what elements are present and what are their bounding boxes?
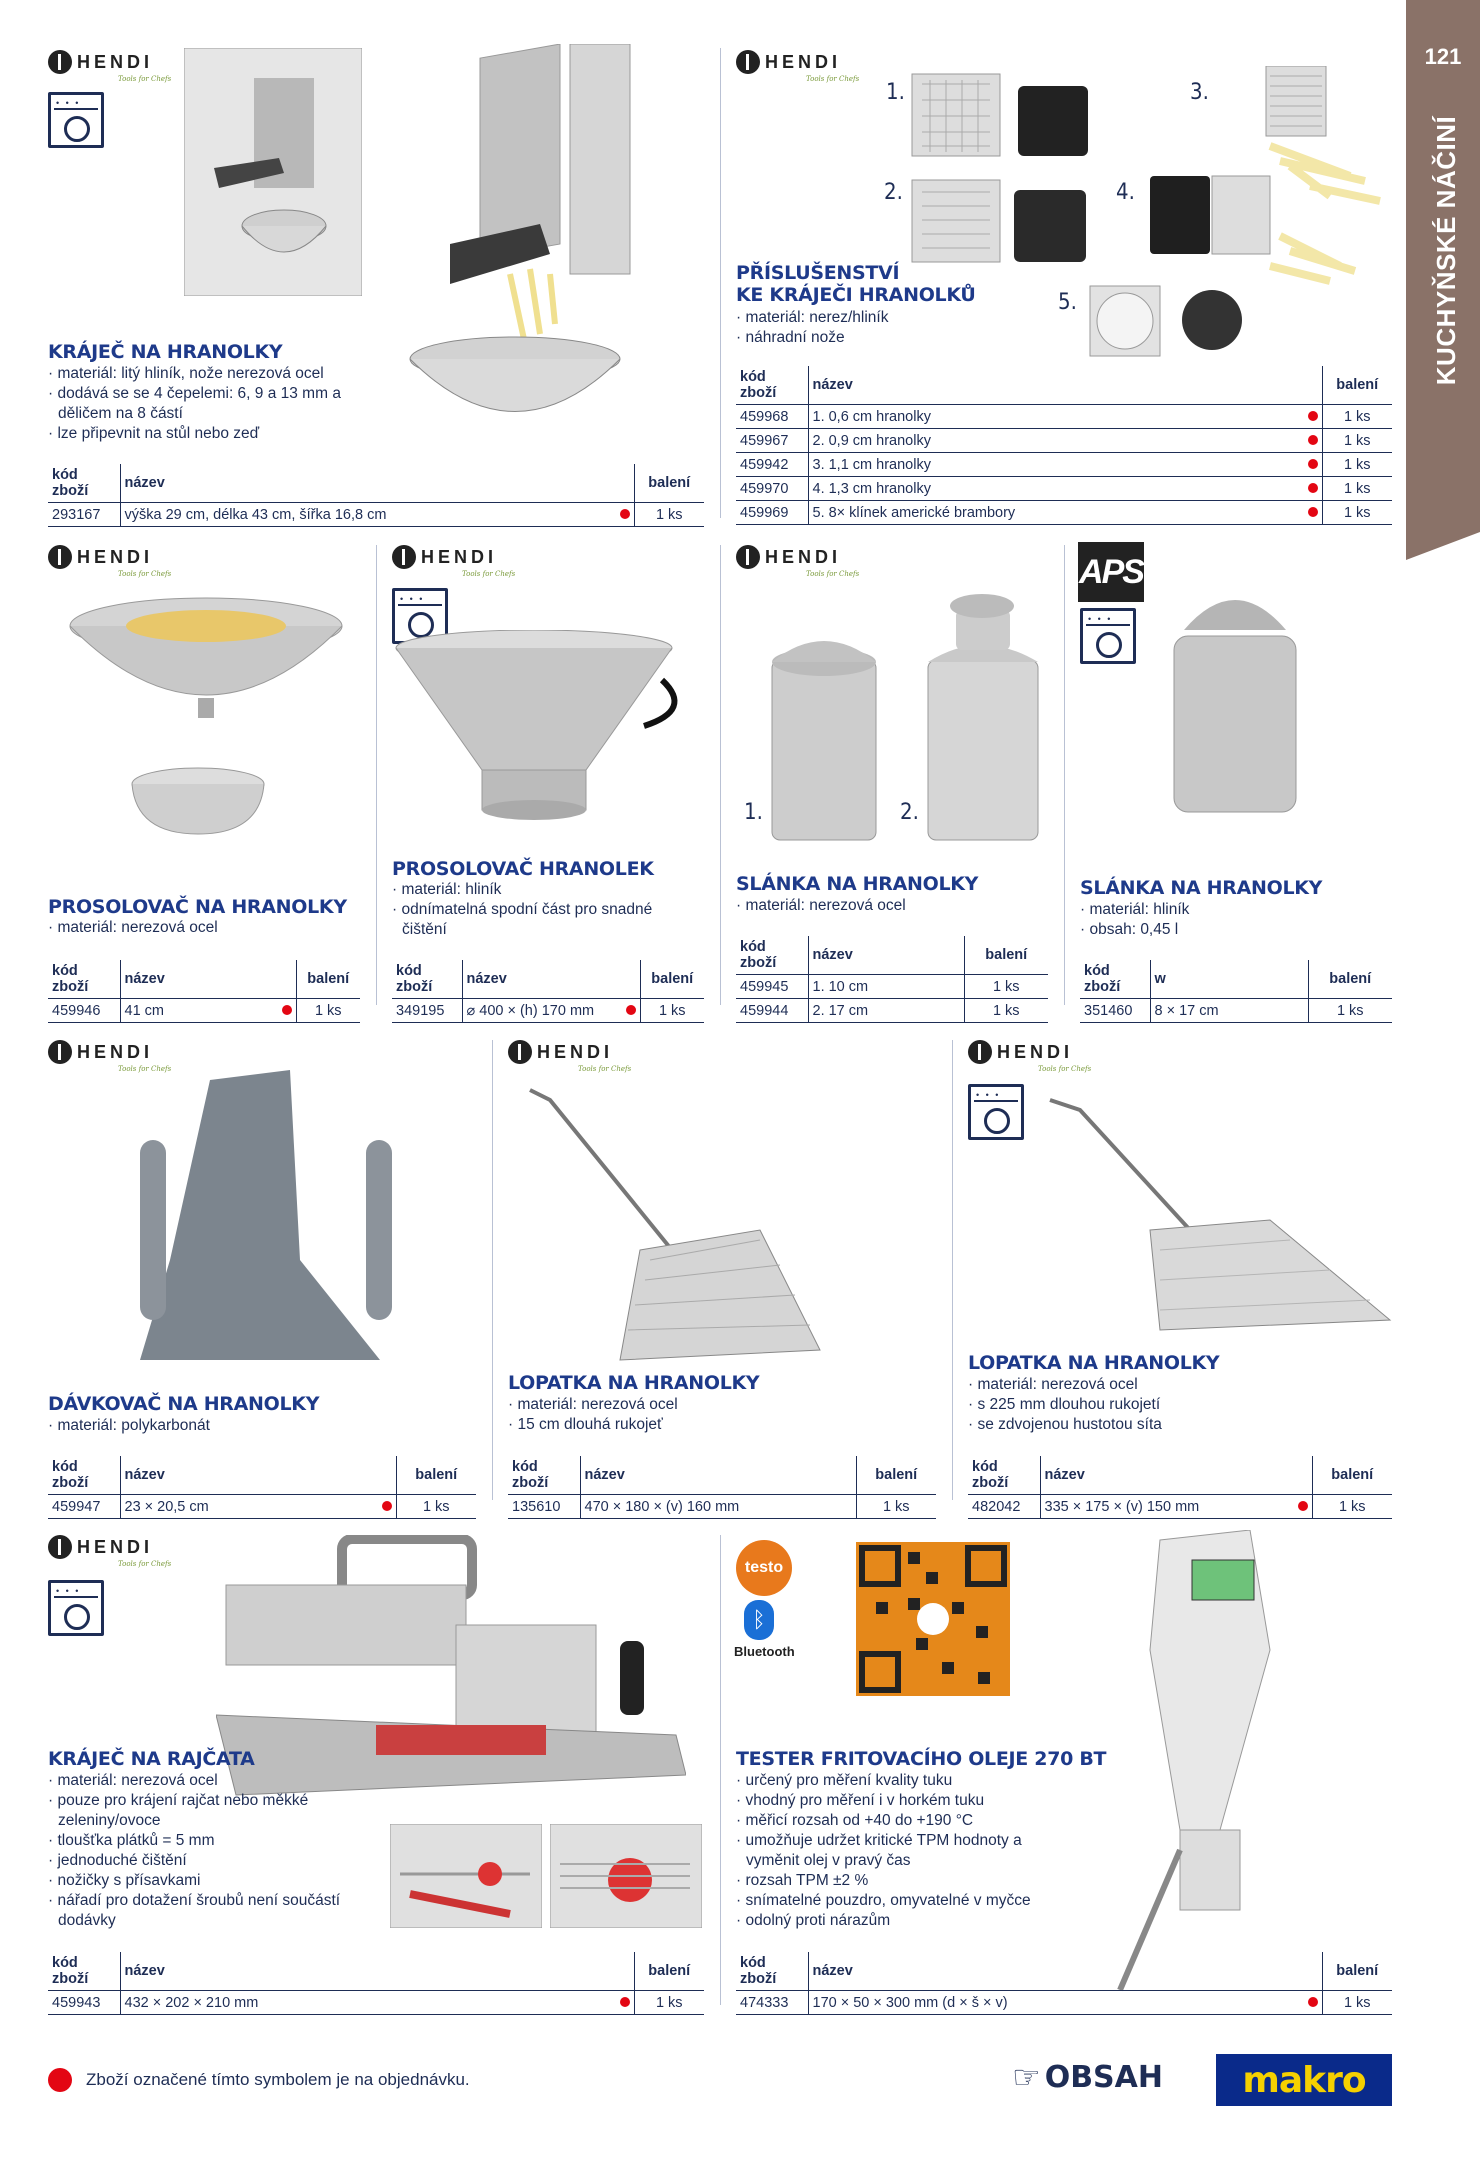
table-row: 459969 5. 8× klínek americké brambory 1 ks xyxy=(736,501,1392,525)
dishwasher-safe-icon: • • • xyxy=(48,1580,104,1636)
product-table: kód zboží název balení 293167 výška 29 cm, délka 43 cm, šířka 16,8 cm 1 ks xyxy=(48,464,704,527)
tomato-slicer-detail-image xyxy=(390,1824,542,1928)
product-features: · materiál: nerezová ocel xyxy=(736,896,1036,916)
order-symbol xyxy=(48,2068,72,2092)
product-features: · materiál: polykarbonát xyxy=(48,1416,448,1436)
dishwasher-safe-icon: • • • xyxy=(392,588,448,644)
product-title: LOPATKA NA HRANOLKY xyxy=(968,1352,1220,1374)
table-row: 459944 2. 17 cm 1 ks xyxy=(736,999,1048,1023)
order-dot xyxy=(620,509,630,519)
divider xyxy=(720,48,721,518)
aps-logo: APS xyxy=(1078,542,1144,602)
hendi-logo: HENDI Tools for Chefs xyxy=(48,1535,171,1568)
product-features: · materiál: hliník · obsah: 0,45 l xyxy=(1080,900,1380,940)
product-table: kód zboží název balení 482042 335 × 175 × (v) 150 mm 1 ks xyxy=(968,1456,1392,1519)
product-table: kód zboží název balení 459945 1. 10 cm 1 ks 459944 2. 17 cm 1 ks xyxy=(736,936,1048,1023)
table-row: 459946 41 cm 1 ks xyxy=(48,999,360,1023)
product-features: · materiál: nerezová ocel xyxy=(48,918,348,938)
divider xyxy=(1064,545,1065,1005)
table-row: 349195 ⌀ 400 × (h) 170 mm 1 ks xyxy=(392,999,704,1023)
product-title: DÁVKOVAČ NA HRANOLKY xyxy=(48,1393,320,1415)
qr-code-pattern xyxy=(856,1542,1010,1696)
product-features: · materiál: hliník · odnímatelná spodní část pro snadné čištění xyxy=(392,880,692,940)
divider xyxy=(720,545,721,1005)
tomato-slicer-detail-image xyxy=(550,1824,702,1928)
product-features: · materiál: nerezová ocel · s 225 mm dlouhou rukojetí · se zdvojenou hustotou síta xyxy=(968,1375,1368,1435)
product-features: · materiál: nerezová ocel · 15 cm dlouhá rukojeť xyxy=(508,1395,908,1435)
divider xyxy=(376,545,377,1005)
hendi-logo: HENDI Tools for Chefs xyxy=(392,545,515,578)
product-features: · určený pro měření kvality tuku · vhodný pro měření i v horkém tuku · měřicí rozsah od +40 do +190 °C · umožňuje udržet kritické TPM hodnoty a vyměnit olej v pravý čas · rozsah TPM ±2 % · snímatelné pouzdro, omyvatelné v myčce · odolný proti nárazům xyxy=(736,1771,1076,1931)
table-row: 482042 335 × 175 × (v) 150 mm 1 ks xyxy=(968,1495,1392,1519)
table-row: 293167 výška 29 cm, délka 43 cm, šířka 16,8 cm 1 ks xyxy=(48,503,704,527)
fry-cutter-image xyxy=(390,44,640,444)
product-features: · materiál: nerezová ocel · pouze pro krájení rajčat nebo měkké zeleniny/ovoce · tloušťka plátků = 5 mm · jednoduché čištění · nožičky s přísavkami · nářadí pro dotažení šroubů není součástí dodávky xyxy=(48,1771,378,1931)
table-row: 459970 4. 1,3 cm hranolky 1 ks xyxy=(736,477,1392,501)
product-table: kód zboží název balení 459968 1. 0,6 cm hranolky 1 ks 459967 2. 0,9 cm hranolky 1 ks 459942 3. 1,1 cm hranolky 1 ks 459970 4. 1,3 cm hranolky 1 ks 459969 5. 8× klínek americké brambory 1 ks xyxy=(736,366,1392,525)
hendi-logo: HENDI Tools for Chefs xyxy=(736,50,859,83)
product-title: SLÁNKA NA HRANOLKY xyxy=(1080,877,1323,899)
table-row: 459942 3. 1,1 cm hranolky 1 ks xyxy=(736,453,1392,477)
hendi-logo: HENDI Tools for Chefs xyxy=(968,1040,1091,1073)
oil-tester-image xyxy=(1100,1530,1320,2000)
product-features: · materiál: litý hliník, nože nerezová ocel · dodává se se 4 čepelemi: 6, 9 a 13 mm a děličem na 8 částí · lze připevnit na stůl nebo zeď xyxy=(48,364,368,444)
testo-logo: testo xyxy=(736,1540,792,1596)
fry-cutter-wall-image xyxy=(184,48,362,296)
dishwasher-safe-icon: • • • xyxy=(48,92,104,148)
aluminium-shaker-image xyxy=(1170,570,1300,820)
divider xyxy=(720,1535,721,2005)
divider xyxy=(492,1040,493,1500)
product-table: kód zboží název balení 459947 23 × 20,5 cm 1 ks xyxy=(48,1456,476,1519)
product-title: PŘÍSLUŠENSTVÍ xyxy=(736,262,900,284)
footer-note: Zboží označené tímto symbolem je na objednávku. xyxy=(86,2070,470,2089)
table-row: 459943 432 × 202 × 210 mm 1 ks xyxy=(48,1991,704,2015)
product-title: LOPATKA NA HRANOLKY xyxy=(508,1372,760,1394)
hand-pointer-icon: ☞ xyxy=(1012,2058,1041,2096)
dishwasher-safe-icon: • • • xyxy=(1080,608,1136,664)
table-row: 459967 2. 0,9 cm hranolky 1 ks xyxy=(736,429,1392,453)
product-table: kód zboží w balení 351460 8 × 17 cm 1 ks xyxy=(1080,960,1392,1023)
fry-shovel-image xyxy=(520,1080,940,1370)
fry-scoop-image xyxy=(130,1060,410,1380)
divider xyxy=(952,1040,953,1500)
product-title: SLÁNKA NA HRANOLKY xyxy=(736,873,979,895)
salting-funnel-image xyxy=(394,630,694,830)
product-table: kód zboží název balení 474333 170 × 50 × 300 mm (d × š × v) 1 ks xyxy=(736,1952,1392,2015)
hendi-logo: HENDI Tools for Chefs xyxy=(48,1040,171,1073)
hendi-logo: HENDI Tools for Chefs xyxy=(508,1040,631,1073)
section-title: KUCHYŇSKÉ NÁČINÍ xyxy=(1431,115,1462,385)
product-title: KRÁJEČ NA HRANOLKY xyxy=(48,341,283,363)
product-title: KE KRÁJEČI HRANOLKŮ xyxy=(736,284,976,306)
contents-link[interactable]: ☞ OBSAH xyxy=(1012,2058,1163,2096)
salting-bowl-image xyxy=(66,594,346,854)
product-title: PROSOLOVAČ NA HRANOLKY xyxy=(48,896,347,918)
table-row: 135610 470 × 180 × (v) 160 mm 1 ks xyxy=(508,1495,936,1519)
bluetooth-icon: ᛒ xyxy=(744,1600,774,1640)
table-row: 459968 1. 0,6 cm hranolky 1 ks xyxy=(736,405,1392,429)
table-row: 459947 23 × 20,5 cm 1 ks xyxy=(48,1495,476,1519)
product-title: KRÁJEČ NA RAJČATA xyxy=(48,1748,255,1770)
hendi-logo: HENDI Tools for Chefs xyxy=(736,545,859,578)
hendi-logo: HENDI Tools for Chefs xyxy=(48,50,171,83)
fry-shovel-fine-image xyxy=(1040,1090,1400,1350)
product-title: TESTER FRITOVACÍHO OLEJE 270 BT xyxy=(736,1748,1107,1770)
table-row: 351460 8 × 17 cm 1 ks xyxy=(1080,999,1392,1023)
product-features: · materiál: nerez/hliník · náhradní nože xyxy=(736,308,1056,348)
product-table: kód zboží název balení 459943 432 × 202 × 210 mm 1 ks xyxy=(48,1952,704,2015)
product-table: kód zboží název balení 459946 41 cm 1 ks xyxy=(48,960,360,1023)
makro-logo: makro xyxy=(1216,2054,1392,2106)
page-number: 121 xyxy=(1424,44,1462,69)
product-table: kód zboží název balení 349195 ⌀ 400 × (h) 170 mm 1 ks xyxy=(392,960,704,1023)
hendi-logo: HENDI Tools for Chefs xyxy=(48,545,171,578)
table-row: 459945 1. 10 cm 1 ks xyxy=(736,975,1048,999)
qr-code[interactable] xyxy=(856,1542,1010,1696)
product-table: kód zboží název balení 135610 470 × 180 × (v) 160 mm 1 ks xyxy=(508,1456,936,1519)
bluetooth-label: Bluetooth xyxy=(734,1644,795,1659)
product-title: PROSOLOVAČ HRANOLEK xyxy=(392,858,654,880)
table-row: 474333 170 × 50 × 300 mm (d × š × v) 1 ks xyxy=(736,1991,1392,2015)
dishwasher-safe-icon: • • • xyxy=(968,1084,1024,1140)
